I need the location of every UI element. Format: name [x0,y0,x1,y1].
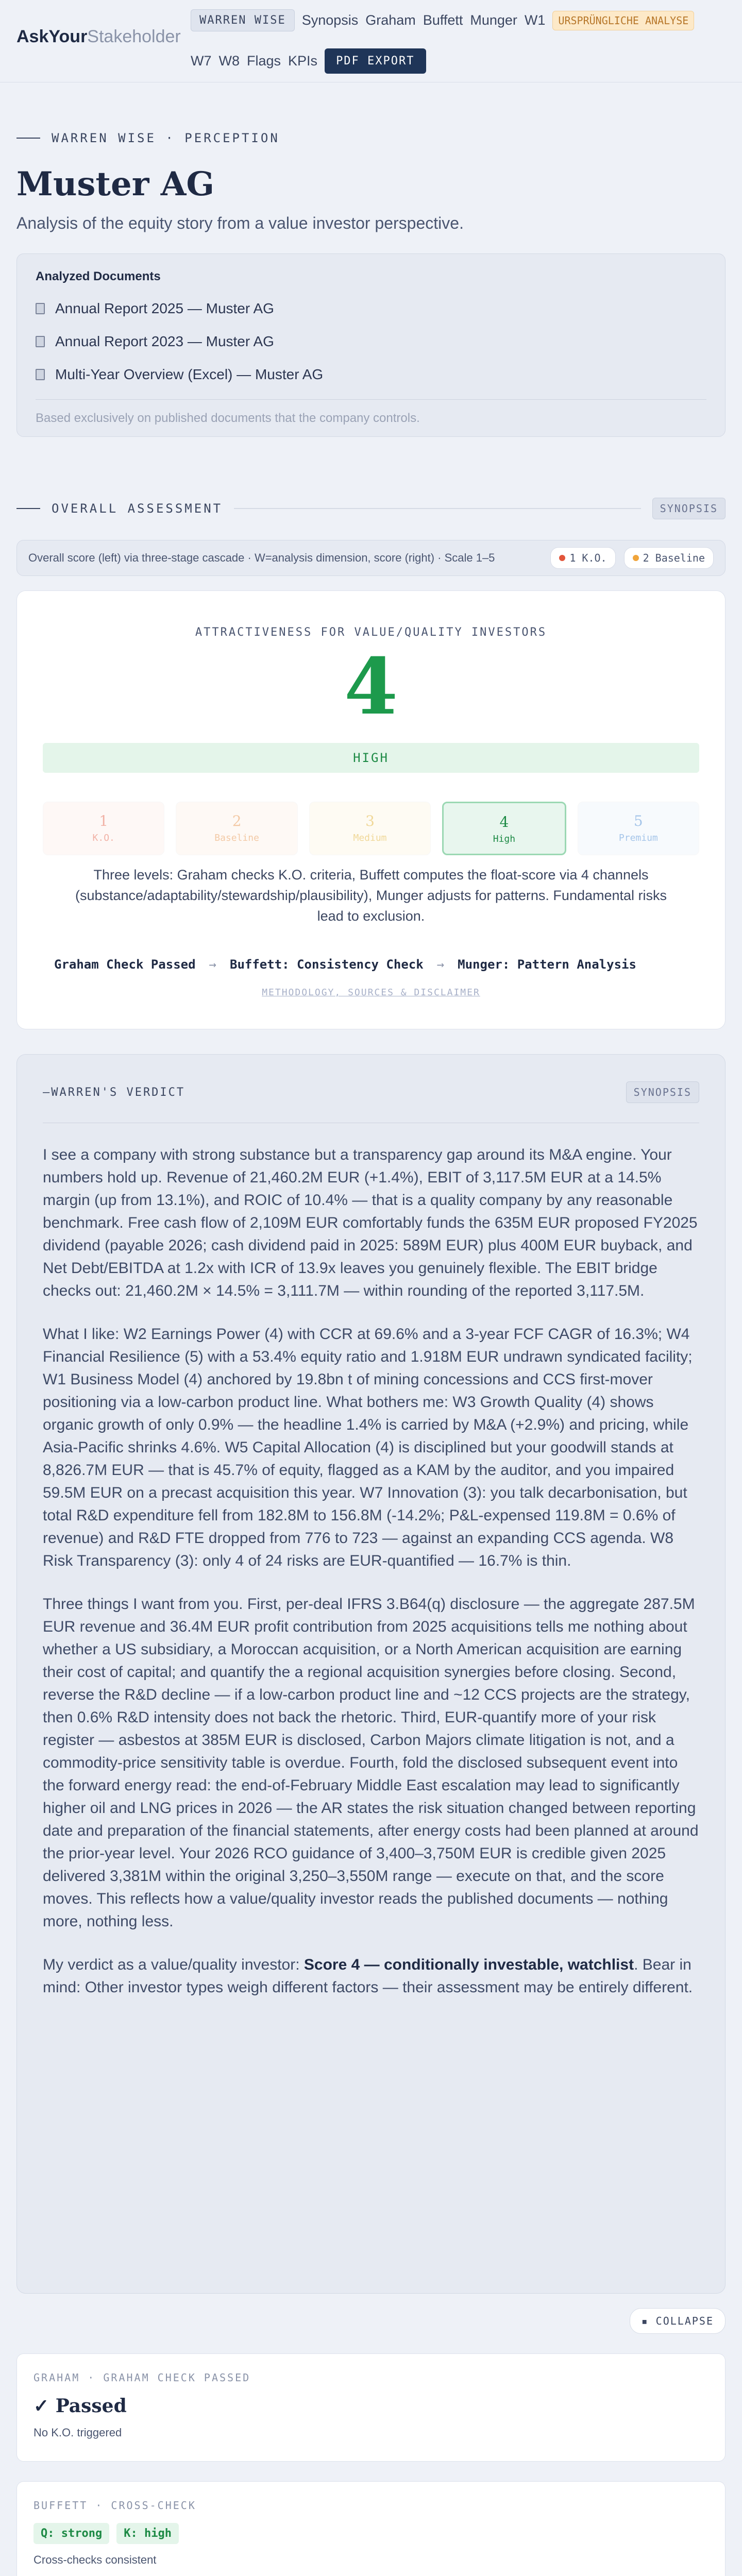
nav-kpis[interactable]: KPIs [288,53,318,69]
level-label: Premium [618,833,658,843]
level-number: 5 [633,812,643,829]
verdict-paragraph-1: I see a company with strong substance but a transparency gap around its M&A engine. Your numbers hold up. Revenue of 21,460.2M EUR (+1.4%), EBIT of 3,117.5M EUR at a 14.5% margin (up from 13.1%), and ROIC of 10.4% — that is a quality company by any reasonable benchmark. Free cash flow of 2,109M EUR comfortably funds the 635M EUR proposed FY2025 dividend (payable 2026; cash dividend paid in 2025: 589M EUR) plus 400M EUR buyback, and Net Debt/EBITDA at 1.2x with ICR of 13.9x leaves you genuinely flexible. The EBIT bridge checks out: 21,460.2M × 14.5% = 3,111.7M — within rounding of the reported 3,117.5M. [43,1146,698,1299]
brand-main: AskYour [16,27,88,46]
pill-label: 1 K.O. [569,552,607,564]
nav-row-2 [191,48,732,74]
chain-munger: Munger: Pattern Analysis [458,957,636,972]
graham-check-card [16,2353,726,2462]
attractiveness-card [16,590,726,1029]
verdict-paragraph-2: What I like: W2 Earnings Power (4) with CCR at 69.6% and a 3-year FCF CAGR of 16.3%; W4 Financial Resilience (5) with a 53.4% equity ratio and 1.918M EUR undrawn syndicated facility; W1 Business Model (4) anchored by 19.8bn t of mining concessions and CCS first-mover positioning via a low-carbon product line. What bothers me: W3 Growth Quality (4) shows organic growth of only 0.9% — the headline 1.4% is carried by M&A (+2.9%) and pricing, while Asia-Pacific shrinks 4.6%. W5 Capital Allocation (4) is disciplined but your goodwill stands at 8,826.7M EUR — that is 45.7% of equity, flagged as a KAM by the auditor, and you impaired 59.5M EUR on a precast acquisition this year. W7 Innovation (3): you talk decarbonisation, but total R&D expenditure fell from 182.8M to 156.8M (-14.2%; P&L-expensed 119.8M = 0.6% of revenue) and R&D FTE dropped from 776 to 723 — against an expanding CCS agenda. W8 Risk Transparency (3): only 4 of 24 risks are EUR-quantified — 16.7% is thin. [43,1326,693,1569]
verdict-header [43,1081,699,1103]
level-label: K.O. [92,833,115,843]
methodology-link[interactable]: METHODOLOGY, SOURCES & DISCLAIMER [262,987,480,998]
nav-flags[interactable]: Flags [247,53,281,69]
verdict-paragraph-3: Three things I want from you. First, per-deal IFRS 3.B64(q) disclosure — the aggregate 287.5M EUR revenue and 36.4M EUR profit contribution from 2025 acquisitions tells me nothing about whether a US subsidiary, a Moroccan acquisition, or a North American acquisition are earning their cost of capital; and quantify the a regional acquisition synergies before closing. Second, reverse the R&D decline — if a low-carbon product line and ~12 CCS projects are the strategy, then 0.6% R&D intensity does not back the rhetoric. Third, EUR-quantify more of your risk register — asbestos at 385M EUR is disclosed, Carbon Majors climate litigation is not, and a commodity-price sensitivity table is overdue. Fourth, fold the disclosed subsequent event into the forward energy read: the end-of-February Middle East escalation may lead to significantly higher oil and LNG prices in 2026 — the AR states the risk situation changed between reporting date and preparation of the financial statements, after energy costs had been planned at around the prior-year level. Your 2026 RCO guidance of 3,400–3,750M EUR is credible given 2025 delivered 3,381M within the original 3,250–3,550M range — execute on that, and the score moves. This reflects how a value/quality investor reads the published documents — nothing more, nothing less. [43,1596,699,1930]
buffett-label: BUFFETT · CROSS-CHECK [33,2499,196,2512]
section-title: OVERALL ASSESSMENT [52,501,223,516]
verdict-post: . Bear in mind: Other investor types weigh different factors — their assessment may be entirely different. [43,1956,693,1996]
graham-label: GRAHAM · GRAHAM CHECK PASSED [33,2371,251,2384]
original-analysis-warning[interactable]: URSPRÜNGLICHE ANALYSE [552,11,694,30]
section-divider [234,508,641,509]
level-medium [309,802,431,855]
graham-result-text: Passed [55,2395,127,2417]
hero-eyebrow [16,131,726,145]
attractiveness-caption: ATTRACTIVENESS FOR VALUE/QUALITY INVESTORS [195,626,547,639]
document-label: Multi-Year Overview (Excel) — Muster AG [55,366,324,382]
score-legend-bar [16,540,726,576]
warrens-verdict [16,1054,726,2294]
document-item[interactable] [36,300,706,317]
score-levels [43,802,699,855]
level-number: 1 [99,812,109,829]
assessment-chain [43,957,699,972]
verdict-title: —WARREN'S VERDICT [43,1086,185,1099]
level-label: Medium [353,833,387,843]
level-number: 3 [365,812,375,829]
level-label: High [493,834,516,844]
brand-sub: Stakeholder [87,27,181,46]
verdict-paragraph-4 [43,1954,699,1999]
check-icon: ✓ [33,2395,56,2417]
nav-synopsis[interactable]: Synopsis [301,12,359,28]
section-rule [16,508,40,509]
level-number: 2 [232,812,242,829]
eyebrow-rule [16,138,40,139]
ko-legend-pill [550,547,615,569]
buffett-note: Cross-checks consistent [33,2553,157,2566]
scale-description: Overall score (left) via three-stage cascade · W=analysis dimension, score (right) · Scale 1–5 [28,551,495,564]
verdict-pre: My verdict as a value/quality investor: [43,1956,304,1973]
main-content [0,131,742,2576]
nav-buffett[interactable]: Buffett [423,12,463,28]
document-icon [36,336,45,347]
nav-w8[interactable]: W8 [218,53,240,69]
level-number: 4 [499,814,509,831]
page-subtitle: Analysis of the equity story from a value investor perspective. [16,214,464,232]
documents-heading: Analyzed Documents [36,269,161,283]
graham-result [33,2395,709,2417]
document-label: Annual Report 2025 — Muster AG [55,300,274,316]
baseline-dot-icon [633,555,639,561]
level-baseline [176,802,297,855]
document-icon [36,369,45,380]
buffett-chips [33,2523,709,2544]
collapse-button[interactable] [630,2308,726,2334]
document-item[interactable] [36,333,706,350]
nav-w1[interactable]: W1 [524,12,546,28]
synopsis-tag[interactable]: SYNOPSIS [652,498,726,519]
level-high [442,802,566,855]
consistency-chip: K: high [116,2523,179,2544]
nav-munger[interactable]: Munger [470,12,517,28]
buffett-check-card [16,2481,726,2576]
brand-logo[interactable] [16,27,181,47]
nav-graham[interactable]: Graham [365,12,416,28]
chain-graham: Graham Check Passed [54,957,196,972]
overall-assessment-header [16,498,726,519]
overall-score: 4 [344,641,398,732]
analyzed-documents [16,253,726,437]
nav-w7[interactable]: W7 [191,53,212,69]
documents-note: Based exclusively on published documents that the company controls. [36,399,706,426]
document-icon [36,303,45,314]
nav-active-warren-wise[interactable]: WARREN WISE [191,9,295,31]
collapse-icon: ▪ [641,2315,656,2327]
verdict-synopsis-tag[interactable]: SYNOPSIS [626,1081,699,1103]
nav-row-1 [191,9,732,31]
pdf-export-button[interactable]: PDF EXPORT [325,48,426,74]
quality-chip: Q: strong [33,2523,109,2544]
document-label: Annual Report 2023 — Muster AG [55,333,274,349]
verdict-score-statement: Score 4 — conditionally investable, watchlist [303,1956,634,1973]
overall-level-badge: HIGH [43,743,699,773]
eyebrow-text: WARREN WISE · PERCEPTION [52,131,280,145]
document-item[interactable] [36,366,706,383]
graham-note: No K.O. triggered [33,2426,122,2439]
levels-description: Three levels: Graham checks K.O. criteria, Buffett computes the float-score via 4 channels (substance/adaptability/stewardship/plausibility), Munger adjusts for patterns. Fundamental risks lead to exclusion. [75,867,667,924]
ko-dot-icon [559,555,565,561]
level-label: Baseline [214,833,259,843]
level-ko [43,802,164,855]
level-premium [578,802,699,855]
arrow-right-icon: → [436,957,445,972]
page-title: Muster AG [16,165,214,204]
collapse-label: COLLAPSE [655,2315,714,2327]
chain-buffett: Buffett: Consistency Check [230,957,424,972]
pill-label: 2 Baseline [643,552,705,564]
arrow-right-icon: → [209,957,216,972]
baseline-legend-pill [624,547,714,569]
top-navigation [0,0,742,82]
